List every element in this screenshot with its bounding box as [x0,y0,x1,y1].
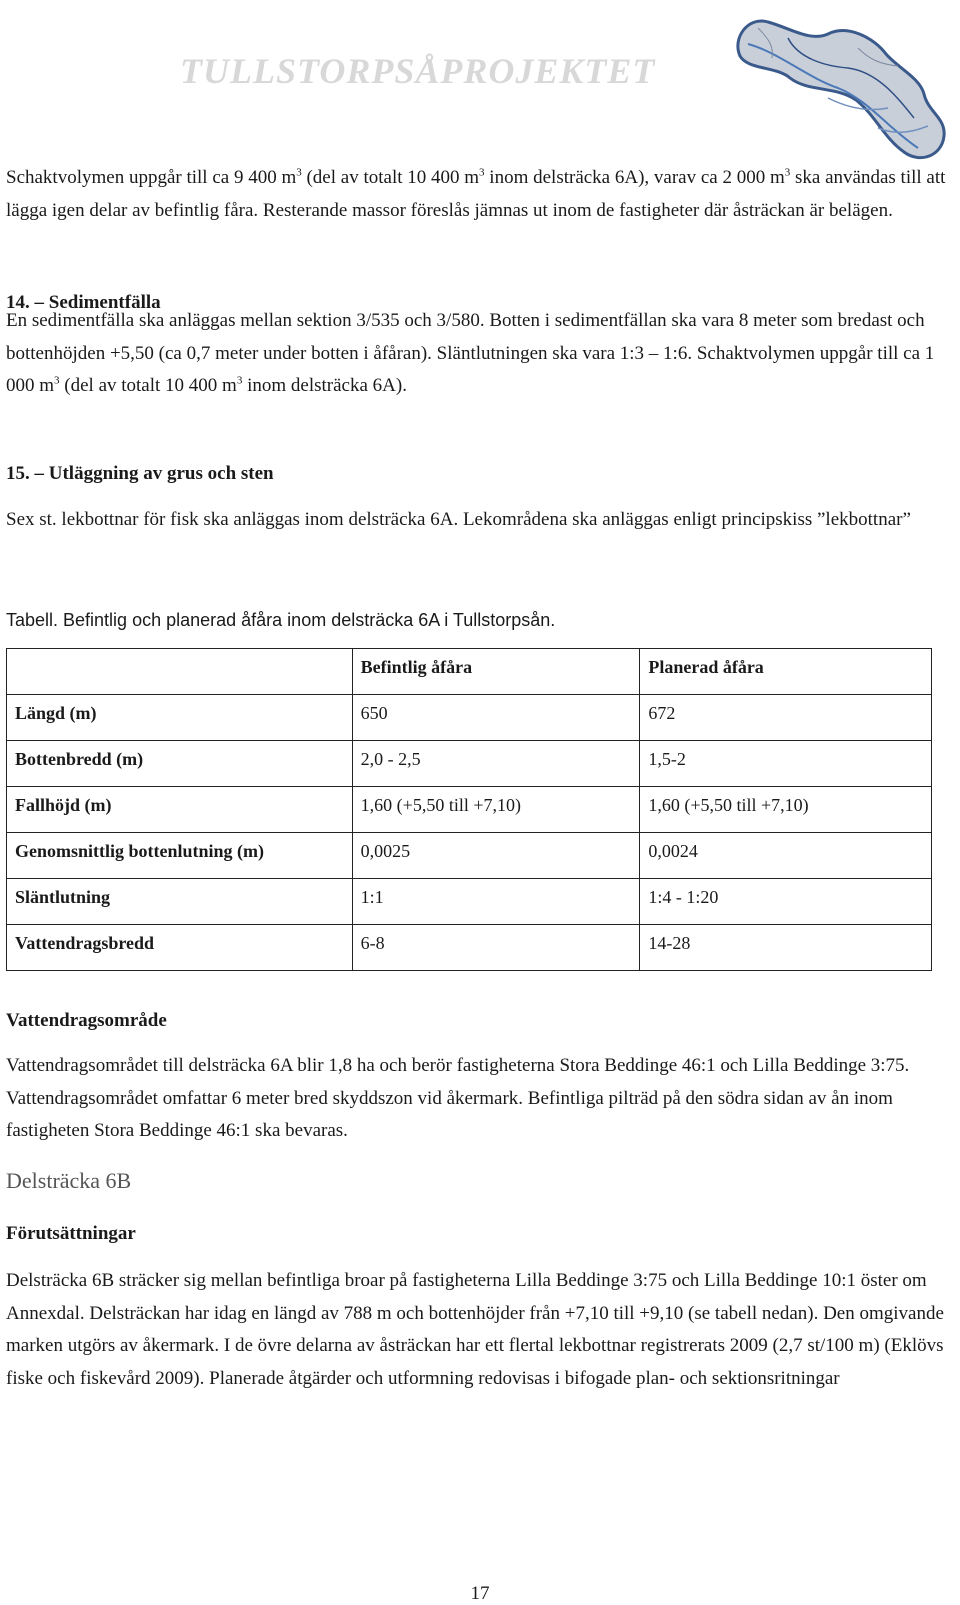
comparison-table [6,648,932,971]
table-cell: Fallhöjd (m) [7,787,353,833]
table-cell: 1,60 (+5,50 till +7,10) [640,787,932,833]
table-cell: 2,0 - 2,5 [352,741,640,787]
page-number: 17 [470,1583,490,1604]
table-cell: 6-8 [352,925,640,971]
table-header-cell: Befintlig åfåra [352,649,640,695]
section-14-heading: 14. – Sedimentfälla [6,292,161,313]
page-header-title: TULLSTORPSÅPROJEKTET [180,51,656,91]
table-cell: 1,5-2 [640,741,932,787]
table-cell: 14-28 [640,925,932,971]
table-cell: 1:1 [352,879,640,925]
table-row [7,925,932,971]
delstracka-6b-title: Delsträcka 6B [6,1168,132,1193]
table-cell: 0,0024 [640,833,932,879]
table-cell: Släntlutning [7,879,353,925]
table-row [7,741,932,787]
table-header-cell: Planerad åfåra [640,649,932,695]
table-cell: 672 [640,695,932,741]
section-14-text: En sedimentfälla ska anläggas mellan sektion 3/535 och 3/580. Botten i sedimentfällan ska vara 8 meter som bredast och bottenhöjden +5,50 (ca 0,7 meter under botten i åfåran). Släntlutningen ska vara 1:3 – 1:6. Schaktvolymen uppgår till ca 1 000 $m^3$ (del av totalt 10 400 $m^3$ inom delsträcka 6A). [6,310,935,396]
table-cell: 1,60 (+5,50 till +7,10) [352,787,640,833]
table-cell: Vattendragsbredd [7,925,353,971]
table-cell: Längd (m) [7,695,353,741]
table-row [7,879,932,925]
table-cell: 0,0025 [352,833,640,879]
vattendrag-text: Vattendragsområdet till delsträcka 6A blir 1,8 ha och berör fastigheterna Stora Beddinge 46:1 och Lilla Beddinge 3:75. Vattendragsområdet omfattar 6 meter bred skyddszon vid åkermark. Befintliga pilträd på den södra sidan av ån inom fastigheten Stora Beddinge 46:1 ska bevaras. [6,1055,910,1141]
table-cell: 1:4 - 1:20 [640,879,932,925]
table-row [7,695,932,741]
section-15-text: Sex st. lekbottnar för fisk ska anläggas inom delsträcka 6A. Lekområdena ska anläggas enligt principskiss ”lekbottnar” [6,509,911,530]
forutsattningar-heading: Förutsättningar [6,1223,136,1244]
table-header-cell [7,649,353,695]
table-cell: 650 [352,695,640,741]
table-caption: Tabell. Befintlig och planerad åfåra inom delsträcka 6A i Tullstorpsån. [6,610,556,630]
table-row [7,833,932,879]
paragraph-schaktvolym: Schaktvolymen uppgår till ca 9 400 $m^3$ (del av totalt 10 400 $m^3$ inom delsträcka 6A), varav ca 2 000 $m^3$ ska användas till att lägga igen delar av befintlig fåra. Resterande massor föreslås jämnas ut inom de fastigheter där åsträckan är belägen. [6,166,946,221]
table-header-row [7,649,932,695]
table-row [7,787,932,833]
section-15-heading: 15. – Utläggning av grus och sten [6,463,274,484]
table-cell: Genomsnittlig bottenlutning (m) [7,833,353,879]
river-map-icon [728,8,950,168]
forutsattningar-text: Delsträcka 6B sträcker sig mellan befintliga broar på fastigheterna Lilla Beddinge 3:75 och Lilla Beddinge 10:1 öster om Annexdal. Delsträckan har idag en längd av 788 m och bottenhöjder från +7,10 till +9,10 (se tabell nedan). Den omgivande marken utgörs av åkermark. I de övre delarna av åsträckan har ett flertal lekbottnar registrerats 2009 (2,7 st/100 m) (Eklövs fiske och fiskevård 2009). Planerade åtgärder och utformning redovisas i bifogade plan- och sektionsritningar [6,1270,944,1389]
table-cell: Bottenbredd (m) [7,741,353,787]
vattendrag-heading: Vattendragsområde [6,1010,167,1031]
